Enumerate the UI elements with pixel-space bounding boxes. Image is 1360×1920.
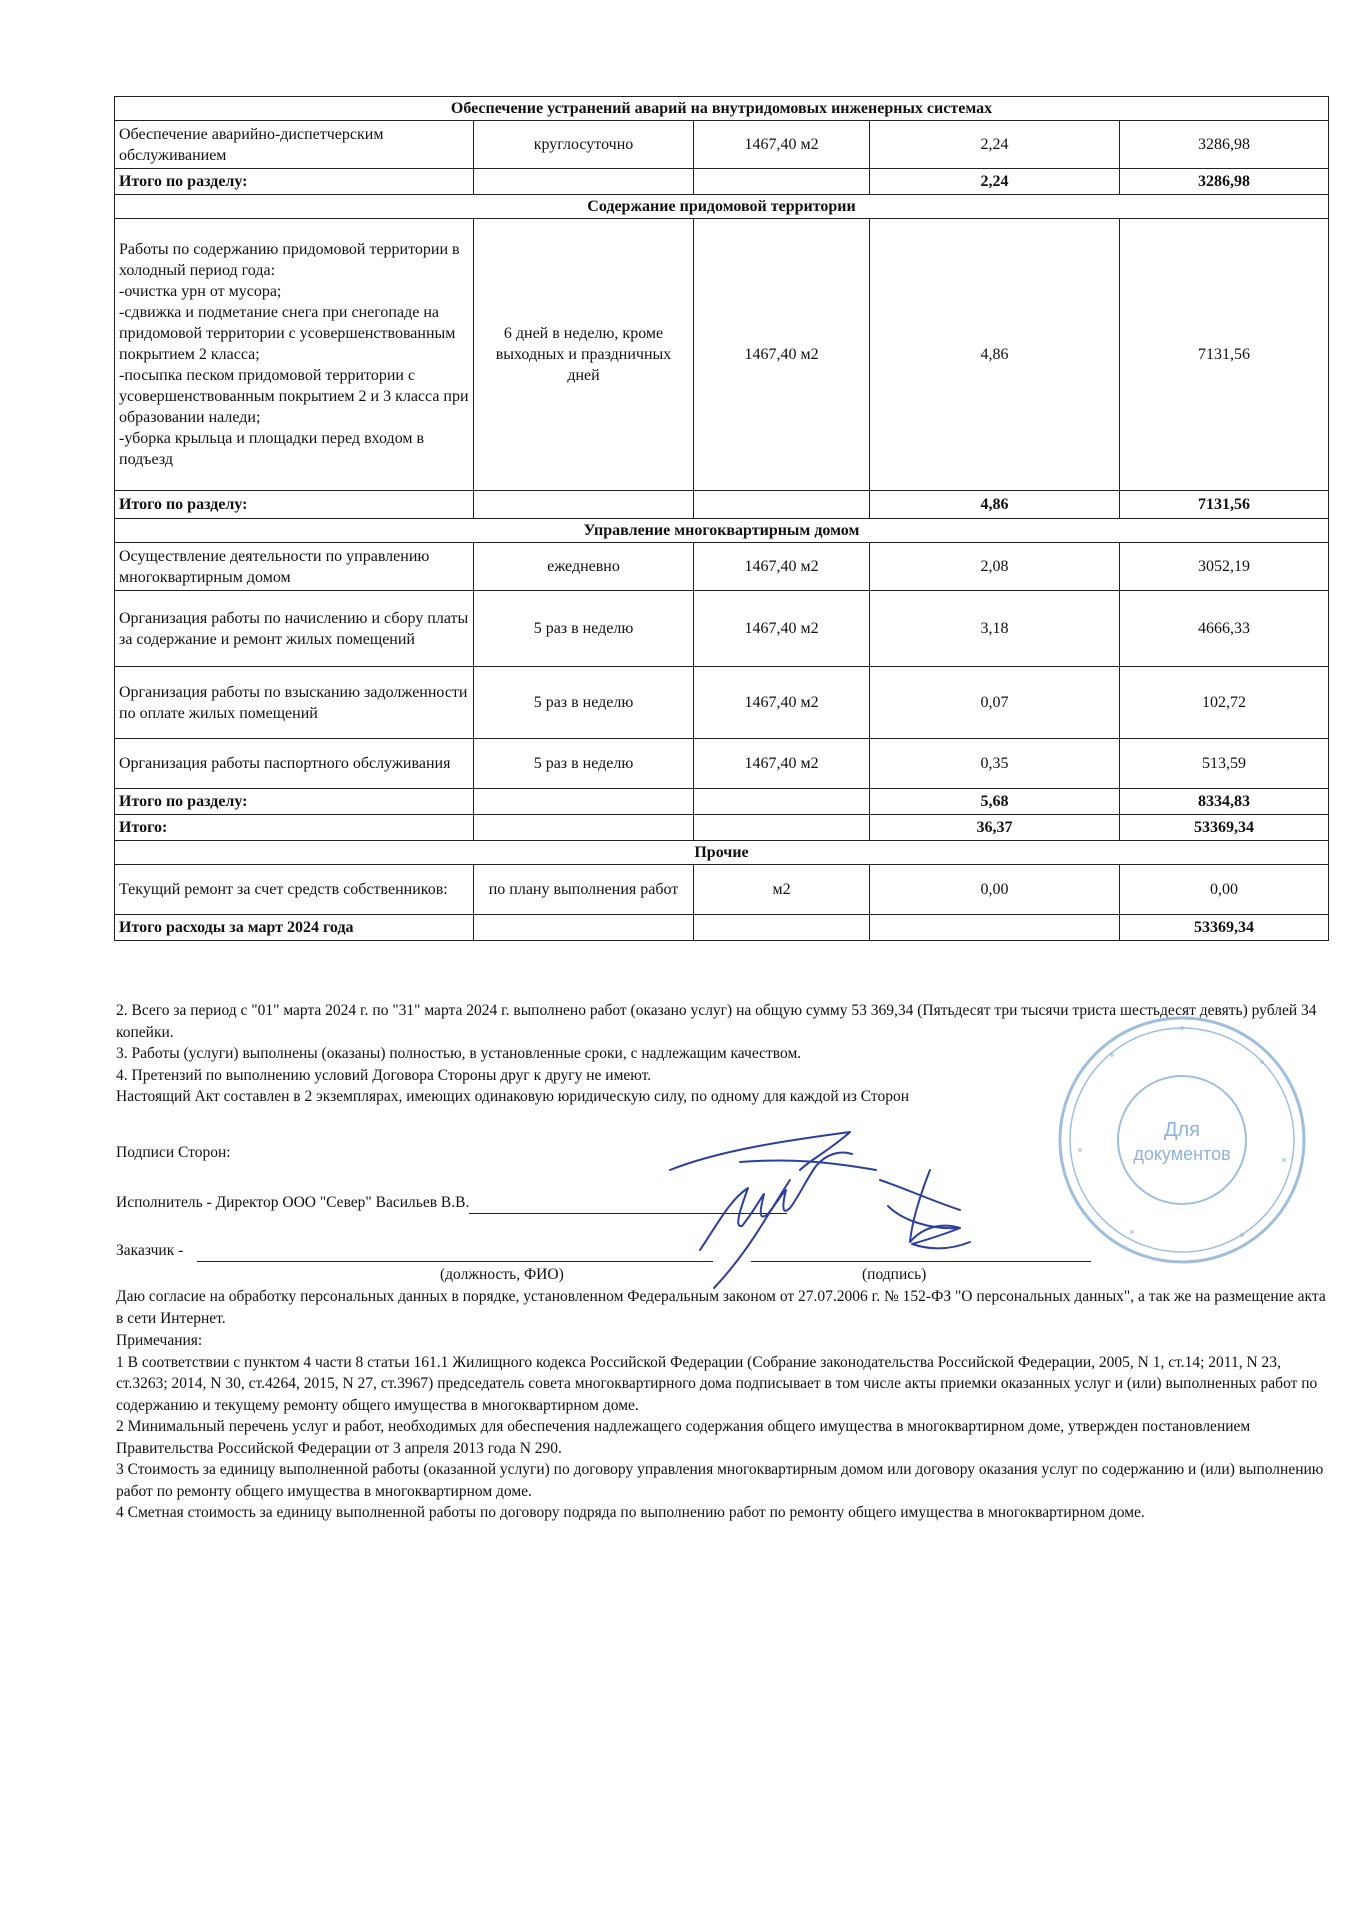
company-stamp-icon	[1052, 1010, 1312, 1270]
service-period: 5 раз в неделю	[474, 667, 694, 739]
total-rate: 4,86	[870, 491, 1120, 519]
section-title: Управление многоквартирным домом	[115, 519, 1329, 543]
service-area: 1467,40 м2	[694, 121, 870, 169]
service-area: 1467,40 м2	[694, 219, 870, 491]
table-row	[115, 667, 1329, 739]
service-rate: 4,86	[870, 219, 1120, 491]
service-area: 1467,40 м2	[694, 591, 870, 667]
section-title: Обеспечение устранений аварий на внутридомовых инженерных системах	[115, 97, 1329, 121]
empty-cell	[474, 915, 694, 941]
paragraph-no-claims: 4. Претензий по выполнению условий Договора Стороны друг к другу не имеют.	[116, 1066, 652, 1084]
service-sum: 3052,19	[1120, 543, 1329, 591]
handwritten-signature-icon	[630, 1110, 1010, 1290]
total-sum: 3286,98	[1120, 169, 1329, 195]
grand-total-rate: 36,37	[870, 815, 1120, 841]
section-total-row	[115, 789, 1329, 815]
empty-cell	[694, 815, 870, 841]
total-label: Итого по разделу:	[115, 169, 474, 195]
paragraph-copies: Настоящий Акт составлен в 2 экземплярах, имеющих одинаковую юридическую силу, по одному для каждой из Сторон	[116, 1088, 910, 1105]
service-name: Организация работы по начислению и сбору платы за содержание и ремонт жилых помещений	[115, 591, 474, 667]
service-sum: 7131,56	[1120, 219, 1329, 491]
position-caption: (должность, ФИО)	[440, 1266, 564, 1283]
table-row	[115, 219, 1329, 491]
service-name: Обеспечение аварийно-диспетчерским обслуживанием	[115, 121, 474, 169]
service-area: 1467,40 м2	[694, 739, 870, 789]
grand-total-sum: 53369,34	[1120, 815, 1329, 841]
service-period: круглосуточно	[474, 121, 694, 169]
service-sum: 3286,98	[1120, 121, 1329, 169]
note-item: 1 В соответствии с пунктом 4 части 8 статьи 161.1 Жилищного кодекса Российской Федерации (Собрание законодательства Российской Федерации, 2005, N 1, ст.14; 2011, N 23, ст.3263; 2014, N 30, ст.4264, 2015, N 27, ст.3967) председатель совета многоквартирного дома подписывает в том числе акты приемки оказанных услуг и (или) выполненных работ по содержанию и текущему ремонту общего имущества в многоквартирном доме.	[116, 1353, 1318, 1414]
service-rate: 2,24	[870, 121, 1120, 169]
empty-cell	[474, 169, 694, 195]
paragraph-total-amount: 2. Всего за период с "01" марта 2024 г. по "31" марта 2024 г. выполнено работ (оказано услуг) на общую сумму 53 369,34 (Пятьдесят три тысячи триста шестьдесят девять) рублей 34 копейки.	[116, 1002, 1317, 1041]
table-row	[115, 865, 1329, 915]
grand-total-label: Итого:	[115, 815, 474, 841]
table-row	[115, 591, 1329, 667]
service-area: 1467,40 м2	[694, 667, 870, 739]
consent-text: Даю согласие на обработку персональных данных в порядке, установленном Федеральным законом от 27.07.2006 г. № 152-ФЗ "О персональных данных", а так же на размещение акта в сети Интернет.	[116, 1288, 1326, 1327]
notes-title: Примечания:	[116, 1332, 203, 1349]
empty-cell	[694, 789, 870, 815]
total-rate: 5,68	[870, 789, 1120, 815]
section-total-row	[115, 491, 1329, 519]
service-rate: 3,18	[870, 591, 1120, 667]
service-sum: 513,59	[1120, 739, 1329, 789]
paragraph-quality: 3. Работы (услуги) выполнены (оказаны) полностью, в установленные сроки, с надлежащим качеством.	[116, 1045, 802, 1062]
empty-cell	[474, 491, 694, 519]
empty-cell	[694, 169, 870, 195]
empty-cell	[474, 789, 694, 815]
executor-label: Исполнитель - Директор ООО "Север" Васильев В.В.	[116, 1194, 470, 1211]
section-title: Прочие	[115, 841, 1329, 865]
service-name: Работы по содержанию придомовой территории в холодный период года: -очистка урн от мусора; -сдвижка и подметание снега при снегопаде на придомовой территории с усовершенствованным покрытием 2 класса; -посыпка песком придомовой территории с усовершенствованным покрытием 2 и 3 класса при образовании наледи; -уборка крыльца и площадки перед входом в подъезд	[115, 219, 474, 491]
empty-cell	[474, 815, 694, 841]
service-period: 5 раз в неделю	[474, 739, 694, 789]
stamp-text: Для	[1163, 1119, 1201, 1141]
grand-total-row	[115, 815, 1329, 841]
total-rate: 2,24	[870, 169, 1120, 195]
service-sum: 0,00	[1120, 865, 1329, 915]
table-row	[115, 739, 1329, 789]
service-period: ежедневно	[474, 543, 694, 591]
service-rate: 0,35	[870, 739, 1120, 789]
stamp-text: документов	[1133, 1144, 1231, 1164]
table-row	[115, 543, 1329, 591]
service-rate: 0,07	[870, 667, 1120, 739]
empty-cell	[870, 915, 1120, 941]
section-title: Содержание придомовой территории	[115, 195, 1329, 219]
service-name: Организация работы паспортного обслуживания	[115, 739, 474, 789]
total-label: Итого по разделу:	[115, 789, 474, 815]
service-name: Осуществление деятельности по управлению многоквартирным домом	[115, 543, 474, 591]
service-name: Текущий ремонт за счет средств собственников:	[115, 865, 474, 915]
services-table	[114, 96, 1329, 941]
notes	[116, 1330, 1328, 1524]
final-total-row	[115, 915, 1329, 941]
section-total-row	[115, 169, 1329, 195]
service-sum: 4666,33	[1120, 591, 1329, 667]
service-rate: 2,08	[870, 543, 1120, 591]
note-item: 4 Сметная стоимость за единицу выполненной работы по договору подряда по выполнению работ по ремонту общего имущества в многоквартирном доме.	[116, 1504, 1145, 1521]
service-period: 6 дней в неделю, кроме выходных и праздничных дней	[474, 219, 694, 491]
empty-cell	[694, 915, 870, 941]
service-rate: 0,00	[870, 865, 1120, 915]
service-area: 1467,40 м2	[694, 543, 870, 591]
service-period: 5 раз в неделю	[474, 591, 694, 667]
customer-label: Заказчик -	[116, 1242, 184, 1259]
service-name: Организация работы по взысканию задолженности по оплате жилых помещений	[115, 667, 474, 739]
total-sum: 7131,56	[1120, 491, 1329, 519]
service-area: м2	[694, 865, 870, 915]
total-sum: 8334,83	[1120, 789, 1329, 815]
final-total-label: Итого расходы за март 2024 года	[115, 915, 474, 941]
signatures-title: Подписи Сторон:	[116, 1144, 231, 1161]
empty-cell	[694, 491, 870, 519]
service-period: по плану выполнения работ	[474, 865, 694, 915]
table-row	[115, 121, 1329, 169]
signature-caption: (подпись)	[862, 1266, 927, 1283]
service-sum: 102,72	[1120, 667, 1329, 739]
note-item: 2 Минимальный перечень услуг и работ, необходимых для обеспечения надлежащего содержания общего имущества в многоквартирном доме, утвержден постановлением Правительства Российской Федерации от 3 апреля 2013 года N 290.	[116, 1418, 1251, 1457]
final-total-sum: 53369,34	[1120, 915, 1329, 941]
total-label: Итого по разделу:	[115, 491, 474, 519]
note-item: 3 Стоимость за единицу выполненной работы (оказанной услуги) по договору управления многоквартирным домом или договору оказания услуг по содержанию и (или) выполнению работ по ремонту общего имущества в многоквартирном доме.	[116, 1461, 1324, 1500]
